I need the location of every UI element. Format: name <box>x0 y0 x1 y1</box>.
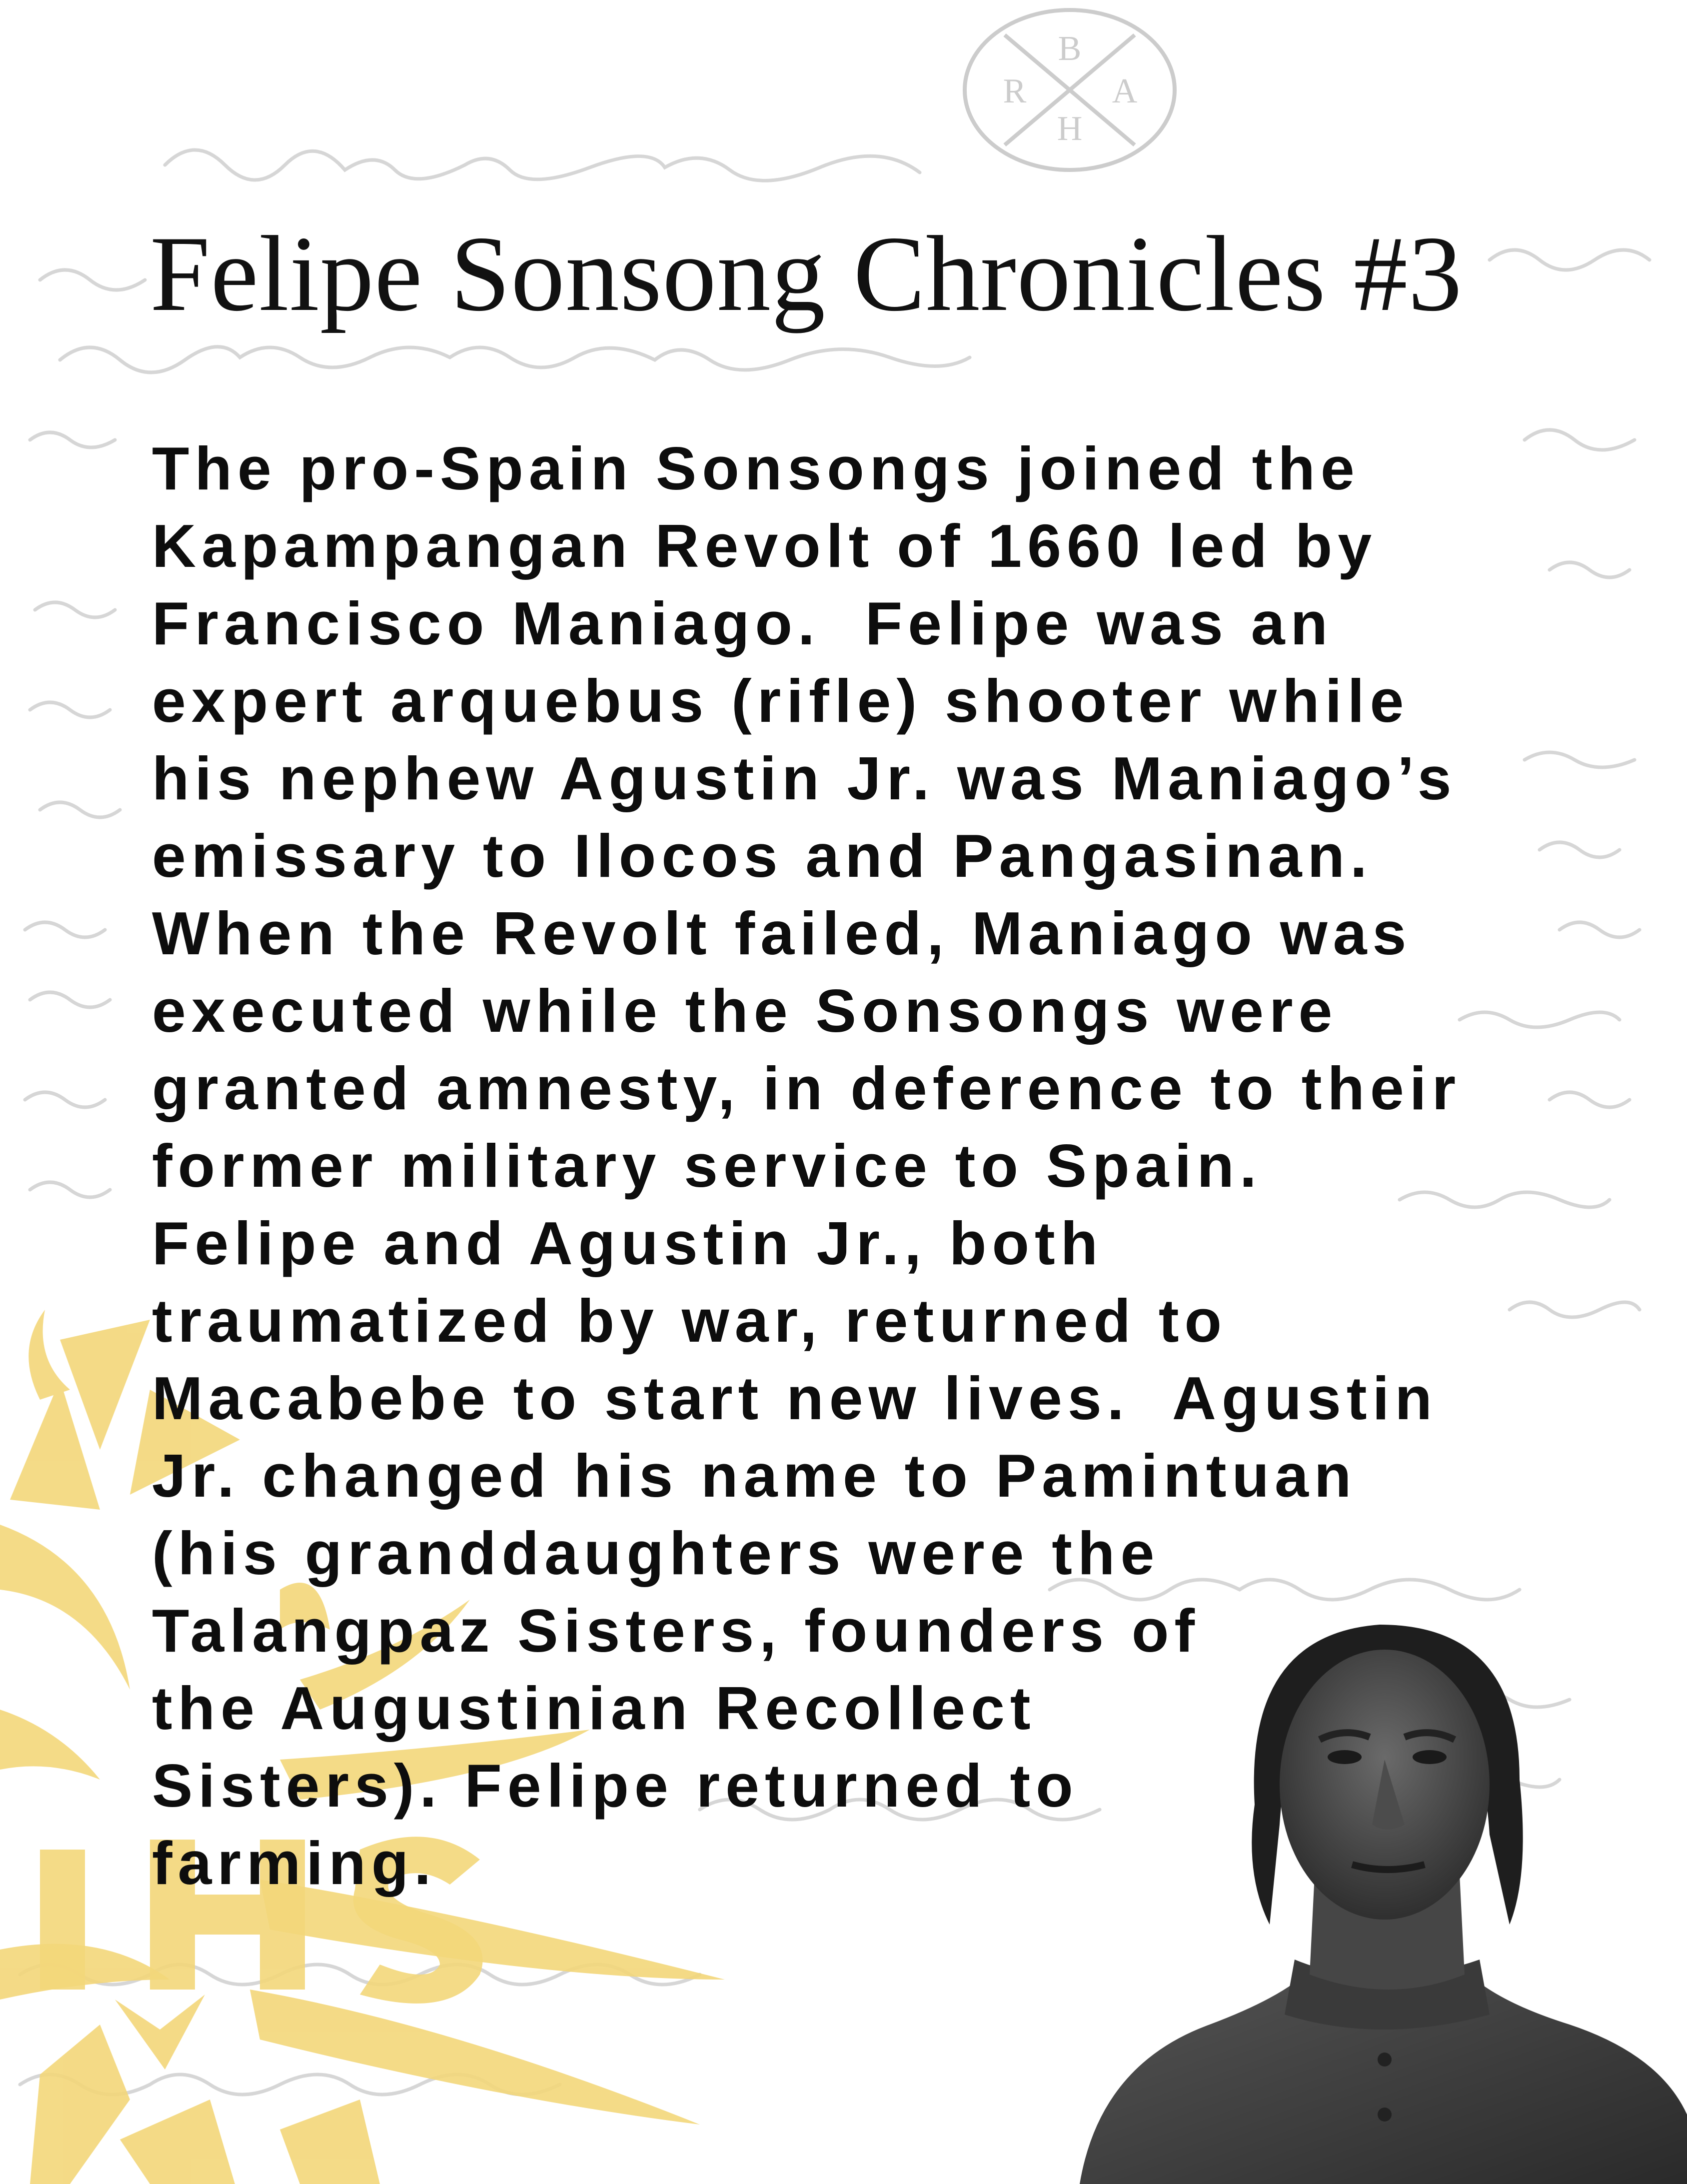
seal-letter-top: B <box>1058 29 1082 68</box>
body-line: executed while the Sonsongs were <box>152 977 1338 1045</box>
page-title: Felipe Sonsong Chronicles #3 <box>150 214 1463 333</box>
body-line: Talangpaz Sisters, founders of <box>152 1597 1201 1665</box>
seal-letter-bottom: H <box>1057 109 1083 148</box>
statue-button <box>1378 2108 1392 2122</box>
seal-emblem <box>965 10 1175 170</box>
body-line: (his granddaughters were the <box>152 1519 1160 1587</box>
body-line: expert arquebus (rifle) shooter while <box>152 667 1410 735</box>
body-line: When the Revolt failed, Maniago was <box>152 899 1412 967</box>
seal-letter-right: A <box>1112 72 1138 110</box>
body-line: the Augustinian Recollect <box>152 1674 1036 1742</box>
body-line: Francisco Maniago. Felipe was an <box>152 589 1334 657</box>
body-line: traumatized by war, returned to <box>152 1287 1228 1355</box>
body-line: Felipe and Agustin Jr., both <box>152 1209 1104 1277</box>
statue-button <box>1378 2053 1392 2067</box>
body-line: farming. <box>152 1829 437 1897</box>
body-line: Macabebe to start new lives. Agustin <box>152 1364 1438 1432</box>
body-line: emissary to Ilocos and Pangasinan. <box>152 822 1373 890</box>
body-line: The pro-Spain Sonsongs joined the <box>152 434 1360 502</box>
body-line: Jr. changed his name to Pamintuan <box>152 1442 1357 1510</box>
body-line: Sisters). Felipe returned to <box>152 1752 1079 1820</box>
body-line: his nephew Agustin Jr. was Maniago’s <box>152 744 1457 812</box>
body-line: granted amnesty, in deference to their <box>152 1054 1462 1122</box>
body-paragraph <box>152 430 1461 1902</box>
seal-letter-left: R <box>1003 72 1027 110</box>
body-line: former military service to Spain. <box>152 1132 1262 1200</box>
body-line: Kapampangan Revolt of 1660 led by <box>152 512 1378 580</box>
